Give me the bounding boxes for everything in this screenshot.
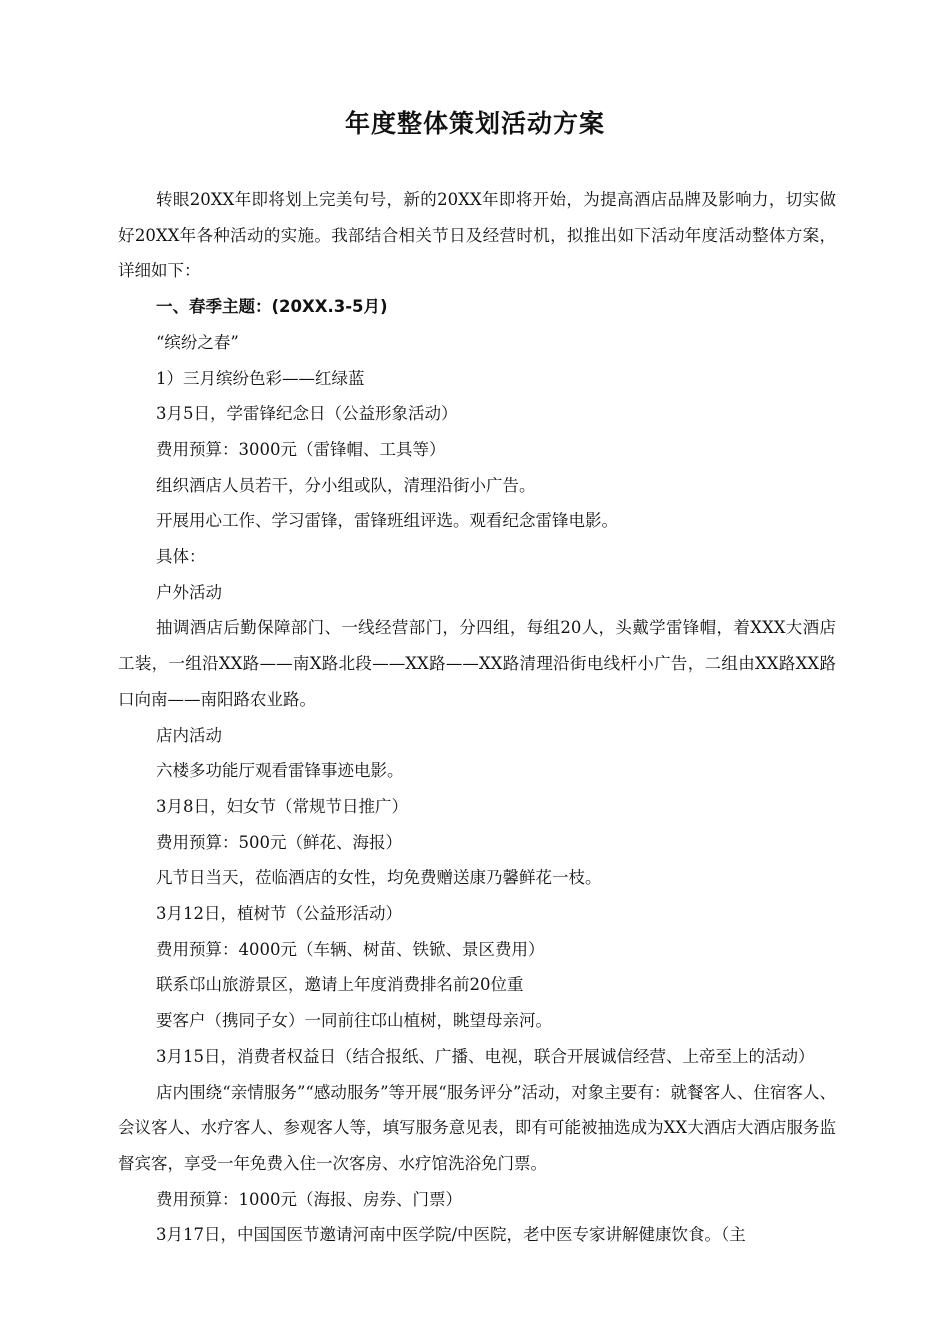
subheading-march: 1）三月缤纷色彩——红绿蓝 xyxy=(156,368,365,388)
document-title: 年度整体策划活动方案 xyxy=(344,109,605,138)
document-body xyxy=(118,182,836,1253)
budget-arbor-day: 费用预算：4000元（车辆、树苗、铁锨、景区费用） xyxy=(156,939,545,959)
budget-leifeng: 费用预算：3000元（雷锋帽、工具等） xyxy=(156,439,446,459)
event-womens-day: 3月8日，妇女节（常规节日推广） xyxy=(156,796,408,816)
event-consumer-day: 3月15日，消费者权益日（结合报纸、广播、电视，联合开展诚信经营、上帝至上的活动） xyxy=(156,1046,815,1066)
budget-womens-day: 费用预算：500元（鲜花、海报） xyxy=(156,832,402,852)
outdoor-label: 户外活动 xyxy=(156,582,222,602)
spring-theme-name: “缤纷之春” xyxy=(156,332,239,352)
details-label: 具体： xyxy=(156,547,206,567)
outdoor-description: 抽调酒店后勤保障部门、一线经营部门，分四组，每组20人，头戴学雷锋帽，着XXX大酒店工装，一组沿XX路——南X路北段——XX路——XX路清理沿街电线杆小广告，二组由XX路XX路口向南——南阳路农业路。 xyxy=(118,618,836,709)
leifeng-organize: 组织酒店人员若干，分小组或队，清理沿街小广告。 xyxy=(156,475,536,495)
budget-consumer-day: 费用预算：1000元（海报、房券、门票） xyxy=(156,1189,462,1209)
section-heading-spring: 一、春季主题：(20XX.3-5月) xyxy=(156,297,388,317)
arbor-day-description-1: 联系邙山旅游景区，邀请上年度消费排名前20位重 xyxy=(156,975,524,995)
event-arbor-day: 3月12日，植树节（公益形活动） xyxy=(156,904,402,924)
indoor-label: 店内活动 xyxy=(156,725,222,745)
indoor-description: 六楼多功能厅观看雷锋事迹电影。 xyxy=(156,761,404,781)
event-medicine-day: 3月17日，中国国医节邀请河南中医学院/中医院，老中医专家讲解健康饮食。（主 xyxy=(156,1225,746,1245)
womens-day-description: 凡节日当天，莅临酒店的女性，均免费赠送康乃馨鲜花一枝。 xyxy=(156,868,602,888)
intro-paragraph: 转眼20XX年即将划上完美句号，新的20XX年即将开始，为提高酒店品牌及影响力，切实做好20XX年各种活动的实施。我部结合相关节日及经营时机，拟推出如下活动年度活动整体方案，详细如下： xyxy=(118,190,836,281)
event-leifeng-day: 3月5日，学雷锋纪念日（公益形象活动） xyxy=(156,404,458,424)
arbor-day-description-2: 要客户（携同子女）一同前往邙山植树，眺望母亲河。 xyxy=(156,1011,552,1031)
consumer-day-description: 店内围绕“亲情服务”“感动服务”等开展“服务评分”活动，对象主要有：就餐客人、住宿客人、会议客人、水疗客人、参观客人等，填写服务意见表，即有可能被抽选成为XX大酒店大酒店服务监督宾客，享受一年免费入住一次客房、水疗馆洗浴免门票。 xyxy=(118,1082,836,1173)
leifeng-activities: 开展用心工作、学习雷锋，雷锋班组评选。观看纪念雷锋电影。 xyxy=(156,511,618,531)
